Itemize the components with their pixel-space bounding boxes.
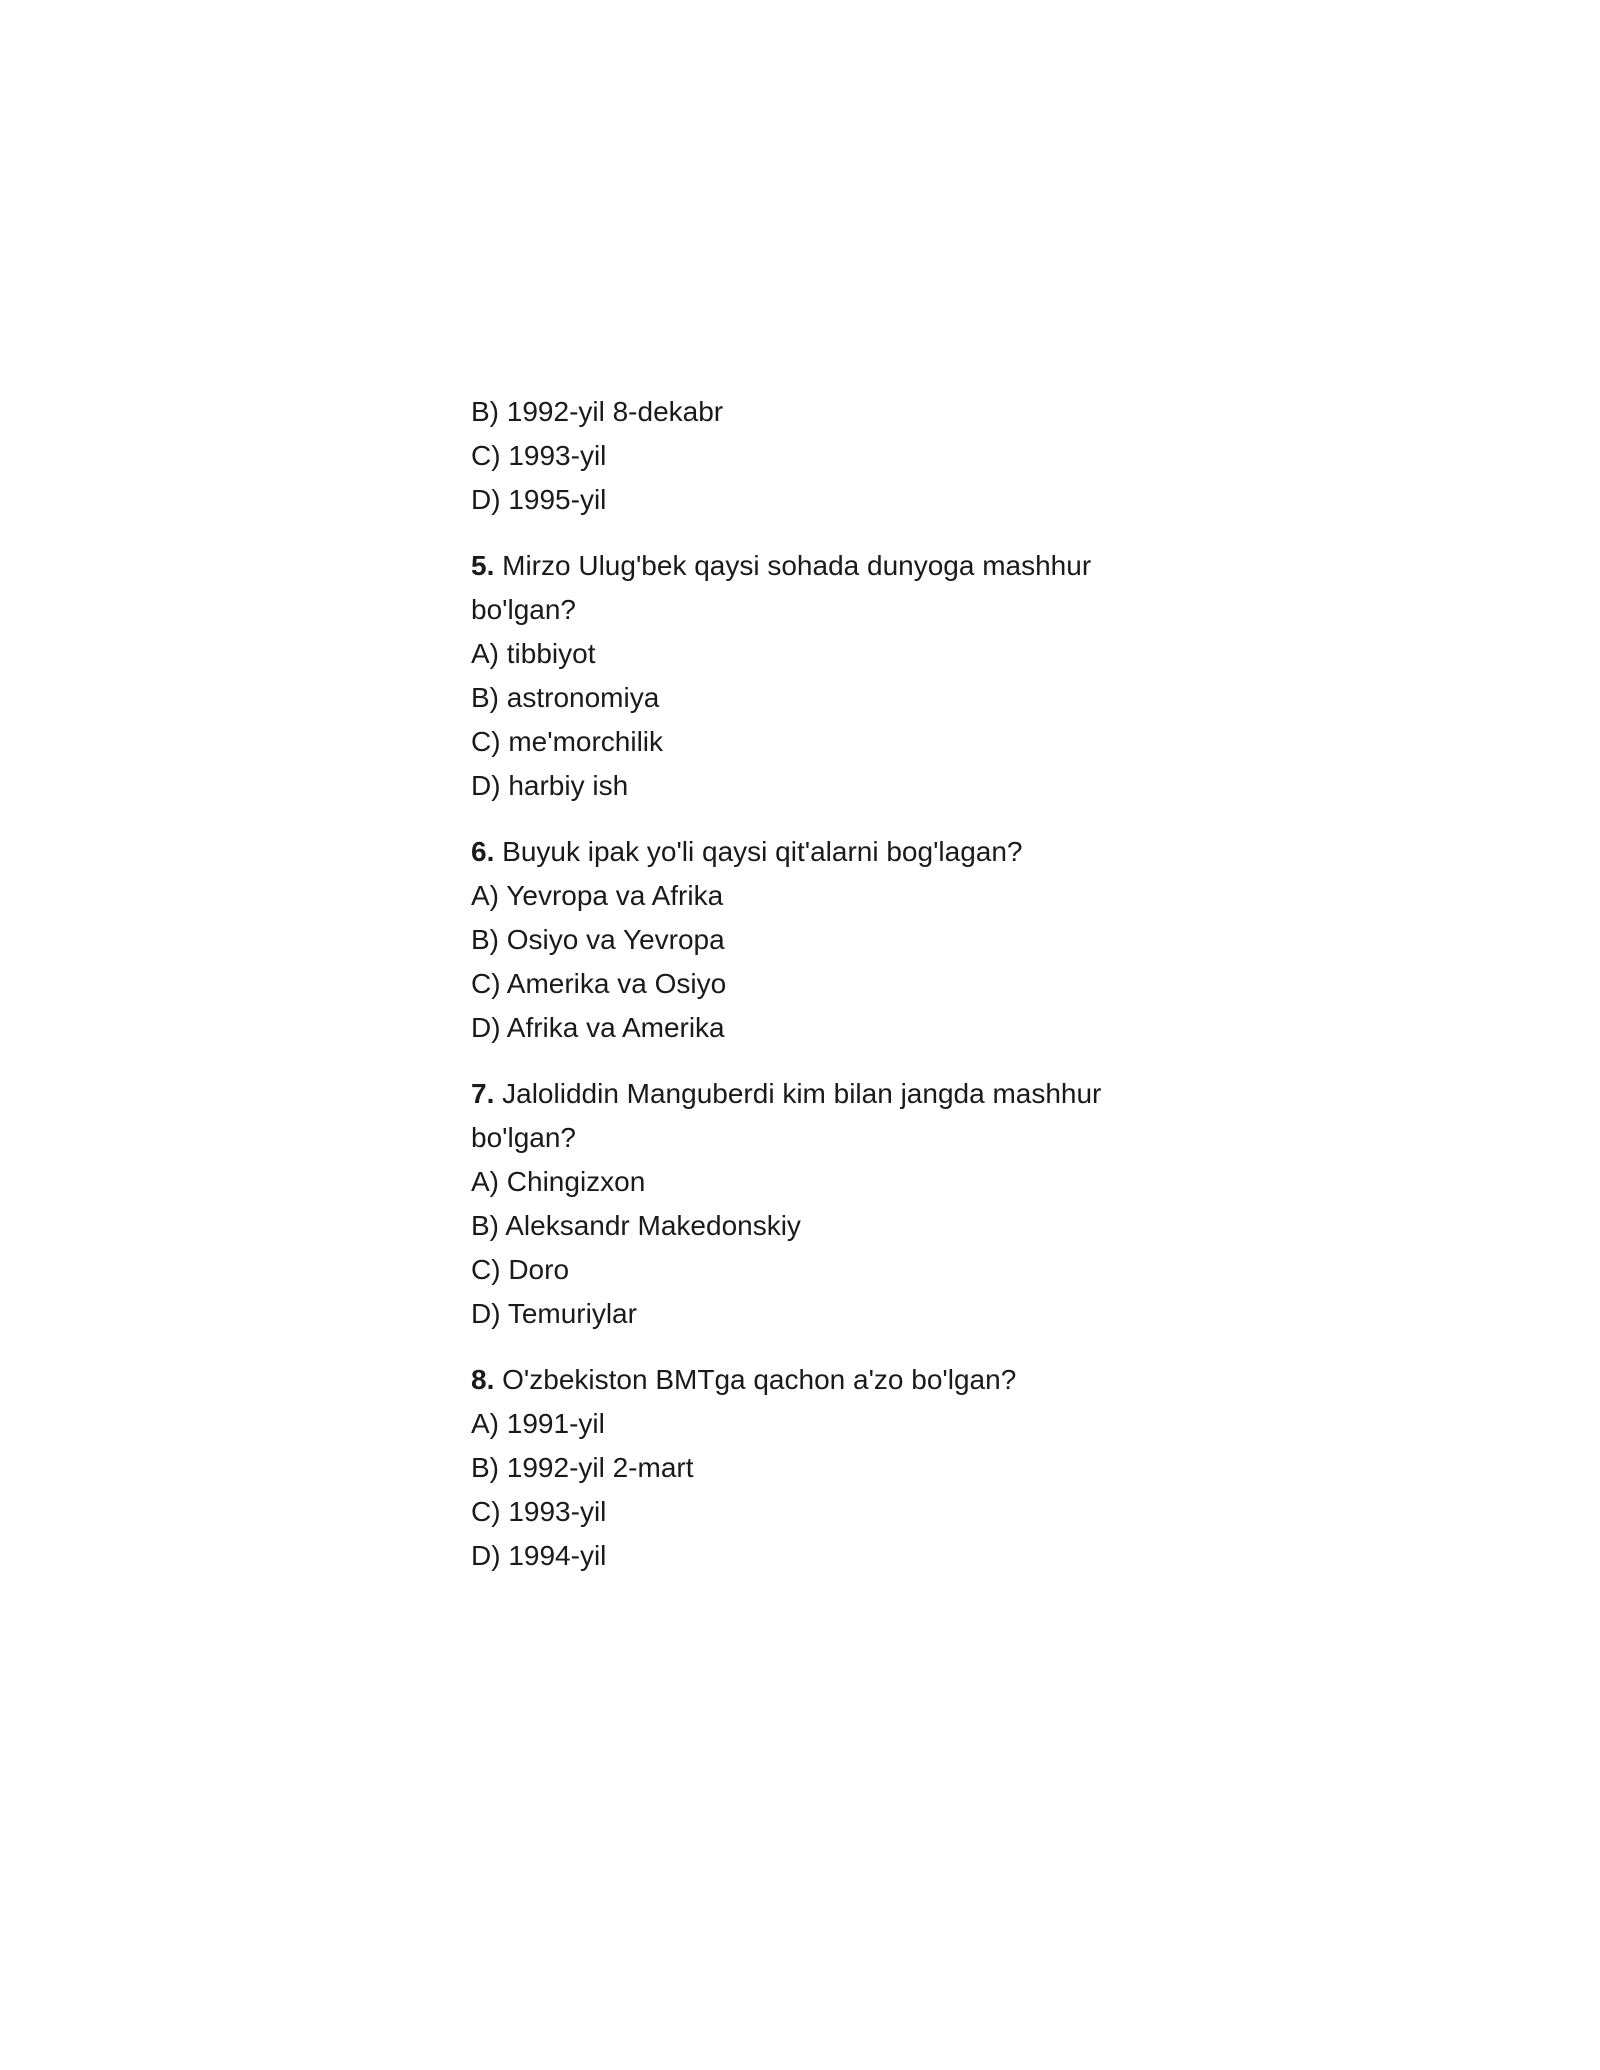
question-text-line1: Buyuk ipak yo'li qaysi qit'alarni bog'lagan?	[502, 836, 1023, 867]
quiz-page	[471, 390, 1131, 1600]
option-d: D) 1995-yil	[471, 484, 607, 515]
option-b: B) Osiyo va Yevropa	[471, 924, 725, 955]
option-a: A) Yevropa va Afrika	[471, 880, 724, 911]
option-a: A) Chingizxon	[471, 1166, 646, 1197]
question-5	[471, 544, 1131, 808]
question-text	[471, 1072, 1131, 1116]
option-c: C) me'morchilik	[471, 726, 664, 757]
question-number: 7.	[471, 1078, 495, 1109]
option-d: D) 1994-yil	[471, 1540, 607, 1571]
option-b: B) 1992-yil 2-mart	[471, 1452, 694, 1483]
option-b: B) Aleksandr Makedonskiy	[471, 1210, 801, 1241]
option-c: C) 1993-yil	[471, 440, 607, 471]
question-text	[471, 544, 1131, 588]
question-text-line1: Mirzo Ulug'bek qaysi sohada dunyoga mashhur	[502, 550, 1092, 581]
option-d: D) harbiy ish	[471, 770, 629, 801]
option-d: D) Temuriylar	[471, 1298, 637, 1329]
question-text	[471, 1358, 1131, 1402]
question-8	[471, 1358, 1131, 1578]
option-c: C) Doro	[471, 1254, 570, 1285]
option-a: A) tibbiyot	[471, 638, 596, 669]
question-text	[471, 830, 1131, 874]
question-7	[471, 1072, 1131, 1336]
question-text-line1: Jaloliddin Manguberdi kim bilan jangda mashhur	[502, 1078, 1102, 1109]
continued-options	[471, 390, 1131, 522]
question-6	[471, 830, 1131, 1050]
option-d: D) Afrika va Amerika	[471, 1012, 725, 1043]
option-c: C) Amerika va Osiyo	[471, 968, 727, 999]
question-text-line2: bo'lgan?	[471, 1122, 576, 1153]
question-number: 8.	[471, 1364, 495, 1395]
option-b: B) 1992-yil 8-dekabr	[471, 396, 724, 427]
question-number: 5.	[471, 550, 495, 581]
question-text-line1: O'zbekiston BMTga qachon a'zo bo'lgan?	[502, 1364, 1017, 1395]
question-number: 6.	[471, 836, 495, 867]
option-a: A) 1991-yil	[471, 1408, 605, 1439]
question-text-line2: bo'lgan?	[471, 594, 576, 625]
option-b: B) astronomiya	[471, 682, 660, 713]
option-c: C) 1993-yil	[471, 1496, 607, 1527]
